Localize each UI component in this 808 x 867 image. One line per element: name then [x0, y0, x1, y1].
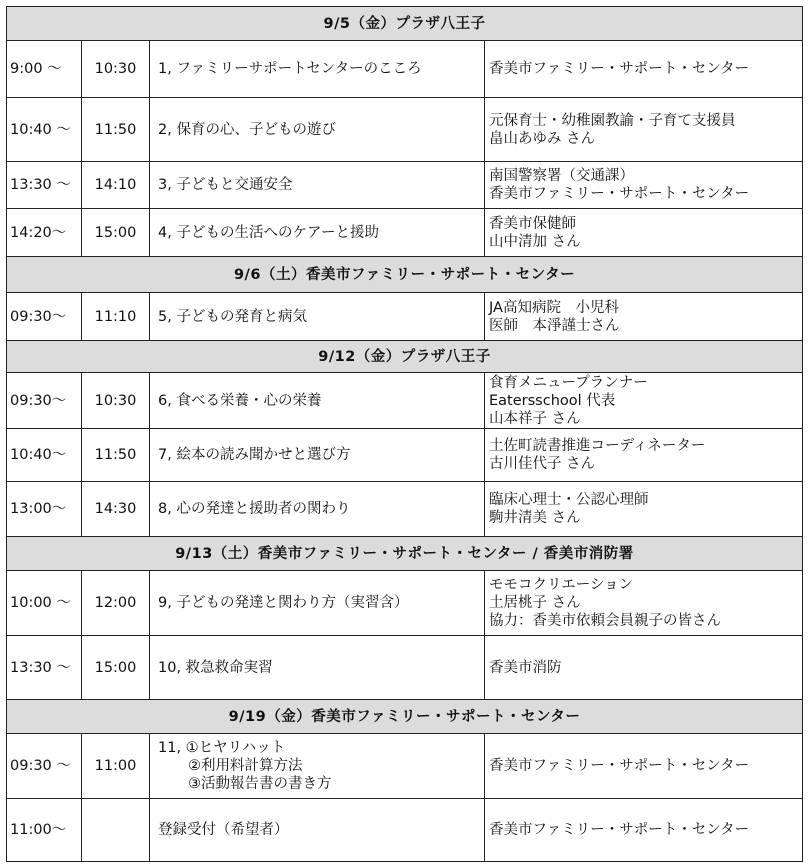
session-row — [7, 98, 803, 162]
session-title — [150, 429, 485, 482]
start-time: 10:40～ — [7, 429, 82, 482]
lecturer-line: 香美市消防 — [489, 659, 562, 676]
lecturer — [485, 734, 803, 799]
session-row — [7, 41, 803, 98]
date-header: 9/19（金）香美市ファミリー・サポート・センター — [7, 700, 803, 734]
end-time: 10:30 — [82, 41, 150, 98]
lecturer-line: JA高知病院 小児科 — [489, 299, 619, 316]
session-title-line: 4, 子どもの生活へのケアーと援助 — [158, 224, 380, 241]
session-row — [7, 799, 803, 862]
end-time: 11:50 — [82, 98, 150, 162]
end-time: 15:00 — [82, 636, 150, 700]
session-title — [150, 162, 485, 209]
lecturer-line: 香美市ファミリー・サポート・センター — [489, 61, 750, 77]
lecturer — [485, 373, 803, 429]
lecturer — [485, 209, 803, 257]
start-time: 09:30～ — [7, 373, 82, 429]
lecturer-line: 香美市ファミリー・サポート・センター — [489, 822, 750, 838]
session-title-line: 1, ファミリーサポートセンターのこころ — [158, 61, 422, 77]
session-title-line: 9, 子どもの発達と関わり方（実習含） — [158, 595, 409, 611]
end-time: 14:10 — [82, 162, 150, 209]
schedule-table — [6, 6, 803, 862]
session-title-line: 5, 子どもの発育と病気 — [158, 308, 307, 325]
start-time: 09:30～ — [7, 293, 82, 341]
start-time: 10:40 ～ — [7, 98, 82, 162]
session-title — [150, 41, 485, 98]
lecturer-line: 土佐町読書推進コーディネーター — [489, 438, 706, 454]
lecturer — [485, 799, 803, 862]
end-time: 10:30 — [82, 373, 150, 429]
lecturer — [485, 41, 803, 98]
start-time: 09:30 ～ — [7, 734, 82, 799]
lecturer-line: 臨床心理士・公認心理師 — [489, 492, 649, 508]
start-time: 13:00～ — [7, 482, 82, 537]
session-title — [150, 799, 485, 862]
date-header-row — [7, 257, 803, 293]
lecturer-line: 山中清加 さん — [489, 233, 581, 250]
lecturer-line: Eatersschool 代表 — [489, 392, 616, 409]
session-title — [150, 98, 485, 162]
lecturer — [485, 293, 803, 341]
start-time: 9:00 ～ — [7, 41, 82, 98]
session-title — [150, 482, 485, 537]
end-time: 15:00 — [82, 209, 150, 257]
session-row — [7, 571, 803, 636]
session-title — [150, 571, 485, 636]
session-title — [150, 373, 485, 429]
schedule-body — [7, 7, 803, 862]
end-time: 11:10 — [82, 293, 150, 341]
session-row — [7, 429, 803, 482]
date-header-row — [7, 341, 803, 373]
start-time: 14:20～ — [7, 209, 82, 257]
lecturer-line: 食育メニュープランナー — [489, 374, 648, 391]
date-header: 9/13（土）香美市ファミリー・サポート・センター / 香美市消防署 — [7, 537, 803, 571]
session-row — [7, 636, 803, 700]
session-row — [7, 209, 803, 257]
lecturer-line: 山本祥子 さん — [489, 410, 581, 427]
session-title-line: 登録受付（希望者） — [158, 822, 289, 838]
session-row — [7, 734, 803, 799]
lecturer-line: 南国警察署（交通課） — [489, 168, 634, 184]
lecturer-line: 元保育士・幼稚園教諭・子育て支援員 — [489, 112, 736, 129]
start-time: 13:30 ～ — [7, 636, 82, 700]
lecturer — [485, 636, 803, 700]
date-header-row — [7, 537, 803, 571]
lecturer — [485, 571, 803, 636]
session-title-line: 8, 心の発達と援助者の関わり — [158, 501, 351, 517]
session-row — [7, 293, 803, 341]
date-header: 9/12（金）プラザ八王子 — [7, 341, 803, 373]
start-time: 13:30 ～ — [7, 162, 82, 209]
lecturer-line: 駒井清美 さん — [489, 510, 581, 526]
session-title — [150, 734, 485, 799]
end-time — [82, 799, 150, 862]
lecturer-line: 香美市ファミリー・サポート・センター — [489, 186, 750, 202]
date-header: 9/6（土）香美市ファミリー・サポート・センター — [7, 257, 803, 293]
date-header: 9/5（金）プラザ八王子 — [7, 7, 803, 41]
lecturer-line: 古川佳代子 さん — [489, 456, 596, 472]
session-title-line: 2, 保育の心、子どもの遊び — [158, 121, 336, 138]
end-time: 11:50 — [82, 429, 150, 482]
date-header-row — [7, 7, 803, 41]
session-title — [150, 636, 485, 700]
lecturer-line: モモコクリエーション — [489, 577, 634, 593]
lecturer — [485, 429, 803, 482]
session-title-line: 6, 食べる栄養・心の栄養 — [158, 392, 322, 409]
lecturer-line: 畠山あゆみ さん — [489, 130, 596, 147]
session-title-line: 10, 救急救命実習 — [158, 659, 273, 676]
session-title-line: 7, 絵本の読み聞かせと選び方 — [158, 447, 351, 463]
start-time: 10:00 ～ — [7, 571, 82, 636]
date-header-row — [7, 700, 803, 734]
lecturer-line: 土居桃子 さん — [489, 595, 581, 611]
session-title-line: 11, ①ヒヤリハット — [158, 740, 286, 756]
lecturer — [485, 162, 803, 209]
session-title — [150, 209, 485, 257]
session-row — [7, 162, 803, 209]
lecturer — [485, 98, 803, 162]
session-title-line: ②利用料計算方法 — [188, 758, 303, 774]
session-row — [7, 373, 803, 429]
lecturer-line: 香美市保健師 — [489, 215, 576, 232]
end-time: 11:00 — [82, 734, 150, 799]
end-time: 14:30 — [82, 482, 150, 537]
session-title-line: 3, 子どもと交通安全 — [158, 177, 293, 193]
session-title-line: ③活動報告書の書き方 — [188, 776, 332, 792]
session-row — [7, 482, 803, 537]
lecturer-line: 香美市ファミリー・サポート・センター — [489, 758, 750, 774]
start-time: 11:00～ — [7, 799, 82, 862]
lecturer-line: 医師 本淨謹士さん — [489, 317, 620, 334]
lecturer — [485, 482, 803, 537]
lecturer-line: 協力：香美市依頼会員親子の皆さん — [489, 613, 721, 629]
end-time: 12:00 — [82, 571, 150, 636]
session-title — [150, 293, 485, 341]
